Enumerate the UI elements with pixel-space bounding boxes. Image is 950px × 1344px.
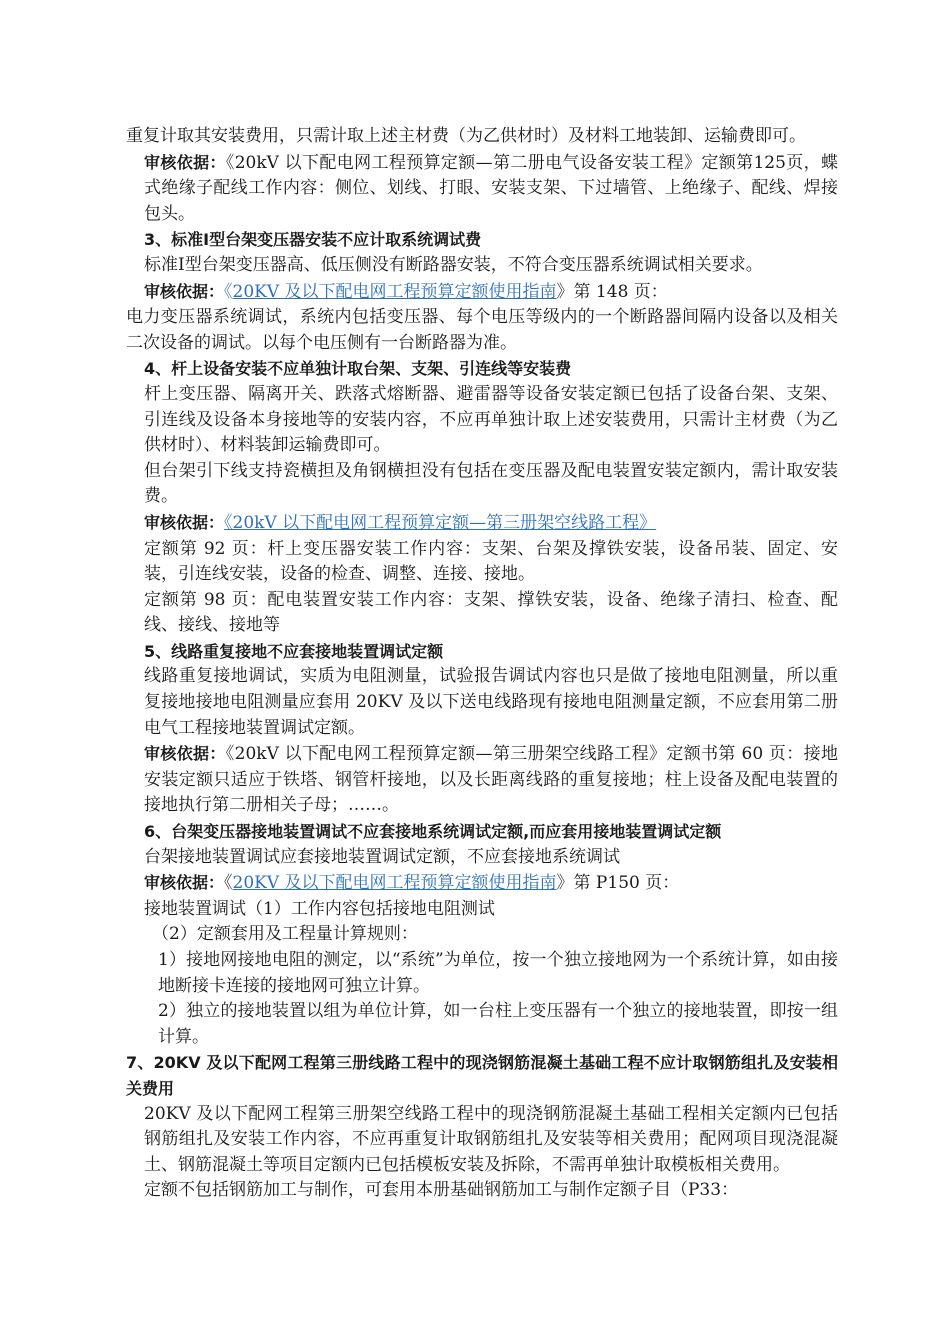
section-heading: 4、杆上设备安装不应单独计取台架、支架、引连线等安装费 <box>144 359 572 379</box>
paragraph: 标准Ⅰ型台架变压器高、低压侧没有断路器安装，不符合变压器系统调试相关要求。 <box>144 254 763 275</box>
paragraph: 电力变压器系统调试，系统内包括变压器、每个电压等级内的一个断路器间隔内设备以及相关二次设备的调试。以每个电压侧有一台断路器为准。 <box>126 307 838 353</box>
paragraph: 定额第 98 页：配电装置安装工作内容：支架、撑铁安装，设备、绝缘子清扫、检查、配线、接线、接地等 <box>144 589 838 636</box>
section-heading: 3、标准Ⅰ型台架变压器安装不应计取系统调试费 <box>144 230 482 250</box>
quote-open: 《 <box>224 281 233 302</box>
paragraph: 但台架引下线支持瓷横担及角钢横担没有包括在变压器及配电装置安装定额内，需计取安装费。 <box>144 460 838 507</box>
paragraph: （2）定额套用及工程量计算规则： <box>152 924 418 945</box>
section-heading: 7、20KV 及以下配网工程第三册线路工程中的现浇钢筋混凝土基础工程不应计取钢筋组扎及安装相关费用 <box>126 1053 838 1098</box>
paragraph: 定额不包括钢筋加工与制作，可套用本册基础钢筋加工与制作定额子目（P33： <box>144 1180 739 1201</box>
paragraph <box>126 741 838 819</box>
paragraph: 20KV 及以下配网工程第三册架空线路工程中的现浇钢筋混凝土基础工程相关定额内已包括钢筋组扎及安装工作内容，不应再重复计取钢筋组扎及安装等相关费用；配网项目现浇混凝土、钢筋混凝土等项目定额内已包括模板安装及拆除，不需再单独计取模板相关费用。 <box>144 1103 838 1175</box>
paragraph <box>126 150 838 228</box>
paragraph-text: 《20kV 以下配电网工程预算定额—第三册架空线路工程》定额书第 60 页：接地安装定额只适应于铁塔、钢管杆接地，以及长距离线路的重复接地；柱上设备及配电装置的接地执行第二册相关子母；……。 <box>144 744 838 816</box>
paragraph-text: 《20kV 以下配电网工程预算定额—第二册电气设备安装工程》定额第125页，蝶式绝缘子配线工作内容：侧位、划线、打眼、安装支架、下过墙管、上绝缘子、配线、焊接包头。 <box>144 152 838 224</box>
audit-basis-label: 审核依据： <box>144 873 225 893</box>
paragraph: 线路重复接地调试，实质为电阻测量，试验报告调试内容也只是做了接地电阻测量，所以重复接地接地电阻测量应套用 20KV 及以下送电线路现有接地电阻测量定额，不应套用第二册电气工程接地装置调试定额。 <box>144 666 838 738</box>
list-item: 1）接地网接地电阻的测定，以“系统”为单位，按一个独立接地网为一个系统计算，如由接地断接卡连接的接地网可独立计算。 <box>158 950 838 996</box>
quote-close: 》第 P150 页： <box>556 873 680 894</box>
document-page <box>126 124 838 1204</box>
audit-basis-label: 审核依据： <box>144 512 225 532</box>
paragraph: 杆上变压器、隔离开关、跌落式熔断器、避雷器等设备安装定额已包括了设备台架、支架、引连线及设备本身接地等的安装内容，不应再单独计取上述安装费用，只需计主材费（为乙供材时）、材料装卸运输费即可。 <box>144 383 838 456</box>
audit-basis-label: 审核依据： <box>144 152 226 172</box>
quote-open: 《 <box>224 873 233 894</box>
paragraph: 接地装置调试（1）工作内容包括接地电阻测试 <box>144 898 495 919</box>
section-heading: 5、线路重复接地不应套接地装置调试定额 <box>144 641 444 661</box>
paragraph: 重复计取其安装费用，只需计取上述主材费（为乙供材时）及材料工地装卸、运输费即可。 <box>126 126 806 146</box>
list-item: 2）独立的接地装置以组为单位计算，如一台柱上变压器有一个独立的接地装置，即按一组计算。 <box>158 1001 838 1047</box>
paragraph: 台架接地装置调试应套接地装置调试定额，不应套接地系统调试 <box>144 846 620 867</box>
paragraph: 定额第 92 页：杆上变压器安装工作内容：支架、台架及撑铁安装，设备吊装、固定、安装，引连线安装，设备的检查、调整、连接、接地。 <box>144 538 838 585</box>
quota-book-link[interactable]: 《20kV 以下配电网工程预算定额—第三册架空线路工程》 <box>224 512 657 533</box>
guide-link[interactable]: 20KV 及以下配电网工程预算定额使用指南 <box>232 873 557 894</box>
paragraph <box>126 870 838 897</box>
quote-close: 》第 148 页： <box>556 281 668 302</box>
paragraph <box>126 279 838 306</box>
paragraph <box>126 510 838 537</box>
section-heading: 6、台架变压器接地装置调试不应套接地系统调试定额,而应套用接地装置调试定额 <box>144 822 722 842</box>
audit-basis-label: 审核依据： <box>144 281 225 301</box>
guide-link[interactable]: 20KV 及以下配电网工程预算定额使用指南 <box>232 281 557 302</box>
audit-basis-label: 审核依据： <box>144 744 226 764</box>
